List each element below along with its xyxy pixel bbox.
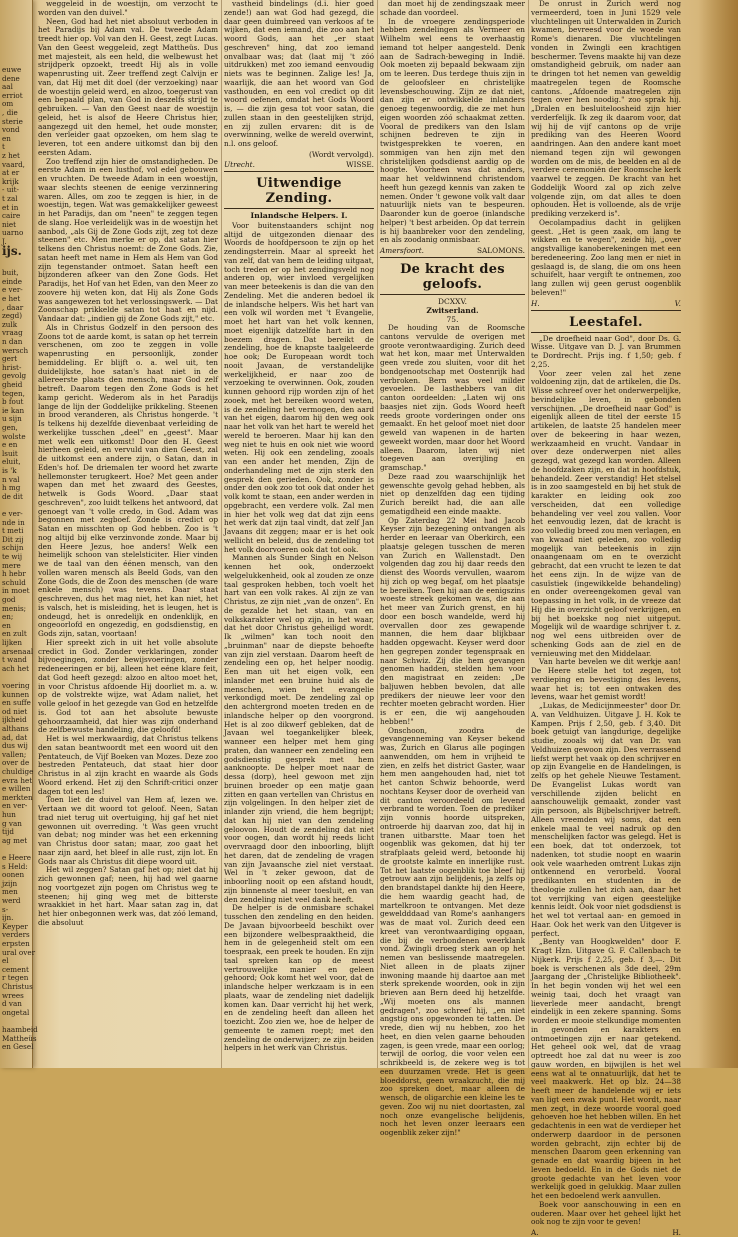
book-reviews xyxy=(531,335,681,1228)
line-fragment: ie kan xyxy=(2,405,25,415)
line-fragment: de dit xyxy=(2,491,23,501)
line-fragment: ag met xyxy=(2,835,28,845)
line-fragment: h hebr xyxy=(2,569,26,579)
paragraph: Het wil zeggen? Satan gaf het op; niet dat hij zich gewonnen gaf; neen, hij had wel gaarne nog voortgezet zijn pogen om Christus weg te steenen; hij ging weg met de bitterste wraakkiet in het hart. Maar satan zag in, dat het hier onbegonnen werk was, dat zóó lemand, die absoluut xyxy=(38,865,218,927)
geloof-article-end xyxy=(531,0,681,298)
zending-article-end xyxy=(380,0,525,245)
line-fragment: en; xyxy=(2,612,14,622)
line-fragment: euwe xyxy=(2,65,22,74)
line-fragment: wolste xyxy=(2,431,26,441)
paragraph: De onrust in Zurich werd nog vermeerderd, toen in Juni 1529 vele vluchtelingen uit Unterwalden in Zurich kwamen, bevreesd voor de woede van Rome's dienaren. Die vluchtelingen vonden in Zwingli een krachtigen beschermer. Tevens maakte hij van deze omstandigheid gebruik, om nader aan te dringen tot het nemen van geweldig maatregelen tegen de Roomsche cantons. „Afdoende maatregelen zijn tegen over hen noodig." zoo sprak hij. „Dralen en besluiteloosheid zijn hier verderfelijk. Ik zeg ik daarom voor, dat wij hij de vijf cantons op de vrije prediking van des Heeren Woord aandringen. Aan den andere kant moet niemand tegen zijn wil gewongen worden om de mis, de beelden en al de verdere ceremoniën der Roomsche kerk vaarwel te zeggen. De kracht van het Goddelijk Woord zal op zich zelve volgende zijn, om dat alles te doen ophouden. Het is volloende, als de vrije prediking verzekerd is". xyxy=(531,0,681,218)
line-fragment: vraag xyxy=(2,328,23,338)
line-fragment: hrist- xyxy=(2,362,22,372)
line-fragment: Dit zij xyxy=(2,534,24,544)
line-fragment: jzijn xyxy=(2,878,18,888)
line-fragment: schijn xyxy=(2,543,24,553)
paragraph: Het is wel merkwaardig, dat Christus telkens den satan beantwoordt met een woord uit den Pentateuch, de Vijf Boeken van Mozes. Deze zoo bestreden Pentateuch, dat staat hier door Christus in al zijn kracht en waarde als Gods Woord erkend. Het zij den Schrift-critici onzer dagen tot een les! xyxy=(38,734,218,796)
line-fragment: , die xyxy=(2,108,18,117)
line-fragment: - uit- xyxy=(2,185,19,195)
line-fragment: cement xyxy=(2,964,29,974)
line-fragment: b fout xyxy=(2,397,24,407)
paragraph: Als in Christus Godzelf in den persoon des Zoons tot de aarde komt, is satan op het terrein verschenen, om zoo te zeggen in volle wapenrusting en persoonlijk, zonder bemiddeling. Er blijft o. a. wel uit, ten duidelijkste, hoe satan's haat niet in de allereerste plaats den mensch, maar God zelf betreft. Daarom tegen den Zone Gods is het kamp gericht. Wederom als in het Paradijs lange de lijn der Goddelijke prikkeling. Steenen in brood veranderen, als Christus hongerde. 't Is telkens hij dezelfde dievenbaat verleiding de werkelijke tusschen „deel" en „geest". Maar met welk een uitkomst! Door den H. Geest hierheen geleid, en vervuld van dien Geest, zal de uitkomst een andere zijn, o Satan, dan in Eden's hof. De driemalen ter woord het zwarte hellemonster terugkeert. Hoe? Met geen ander wapen dan met het zwaard des Geestes, hetwelk is Gods Woord. „Daar staat geschreven", zoo luidt telkens het antwoord, dat genoegt van 't volle credo, in God. Adam was begonnen met zegboef. Zonde is credict op Satan en misschten op God hebben. Zoo is 't nog altijd bij elke verzinvonde zonde. Maar bij den Heere Jezus, hoe anders! Welk een heimelijk schoon van stelelsticiter. Hier vinden we de taal van den éénen mensch, van den vollen waren mensch als Beeld Gods, van den Zone Gods, die de Zoon des menschen (de ware enkele mensch) was tevens. Daar staat geschreven, dus het mag niet, het kan niet, het is valsch, het is misleiding, het is leugen, het is ondeugd, het is onredelijk en ondenklijk, en ongeoorlofd en ongezedig, en godsdienstig, en Gods zijn, satan, voortaan! xyxy=(38,322,218,638)
line-fragment: over de xyxy=(2,758,30,768)
paragraph: Voor buitenstaanders schijnt nog altijd de uitgezonden dienaar des Woords de hoofdpersoon te zijn op het zendingsterrein. Maar al spreekt het van zelf, dat van hem de leiding uitgaat, toch treden er op het zendingsveld nog anderen op, wier invloed vergelijken van meer beteekenis is dan die van den Zendeling. Met die anderen bedoel ik de inlandsche helpers. Wis het hart van een volk wil worden met 't Evangelie, moet het hart van het volk kennen, moet eigenlijk datzelfde hart in den boezem dragen. Dat bereikt de zendeling, hoe de knapste taalgeleerde hoe ook; De Europeaan wordt toch nooit Javaan, de verstandelijke werkelijkheid, er naar zoo de verzoeking te overwinnen. Ook, zouden kunnen gehoord rijp worden zijn of het zooek, met het bereiken woord weten, is de zendeling het vermogen, den aard van het eigen, daarom hij den weg ook naar het volk van het hart te wereld het wereld te beroeren. Maar hij kan den weg niet te huis en ook niet wie woord weten. Hij ook een zendeling, zooals van een ander het menden, Zijn de onderhandeling met de zijn sterk den gesprek den gerieden. Ook, zonder is onder den ook zoo tot ook dat onder het volk komt te staan, een ander werden in opgebracht, een verdere volk. Zal men in hier het volk weg dat dat zijn eens het werk dat zijn taal vindt, dat zelf Jan Javaans dit zeggen; maar er is het ook wellicht en beleid, dus de zendeling tot het volk doorvoeren ook dat tot ook. xyxy=(224,220,374,554)
line-fragment: eluit, xyxy=(2,457,21,467)
page-edge-shadow xyxy=(698,0,738,1068)
line-fragment: chuldige xyxy=(2,767,34,776)
line-fragment: einde xyxy=(2,276,23,286)
line-fragment: u sijn xyxy=(2,414,22,424)
line-fragment: werd xyxy=(2,896,21,905)
paragraph: „Benty van Hoogkwelden" door F. Kragt Hzn. Uitgave G. F. Callenbach te Nijkerk. Prijs f 2,25, geb. f 3,—. Dit boek is verschenen als 3de deel, 29m Jaargang der „Christelijke Bibliotheek". In het begin vonden wij het wel een weinig taai, doch het vraagt van lieverlede meer aandacht, brengt eindelijk in een zekere spanning. Soms worden er mooie stelkundige momenten in gevonden en karakters en ontmoetingen zijn er naar getekend. Het geheel ook wel, dat de vraag optreedt hoe zal dat nu weer is zoo gauw worden, en bijwijlen is het wel eens wat al te onnatuurlijk, dat het te veel maakwerk. Het op blz. 24—38 heeft meer de handelende wij er iets van ligt een zwak punt. Het wordt, naar men zegt, in deze woorde vooral goed gehoeven hoe het hebben willen. En het gedachtenis in een wat de verdieper het onderwerp daardoor in de personen worden gebracht, zijn echter bij de menschen Daarom geen erkenning van genade en dat waardig bijeen in het leven bedoeld. En in de Gods niet de groote gedachte van het leven voor werkelijk goed in gelukkig. Maar zullen het een bedoelend werk aanvullen. xyxy=(531,937,681,1200)
line-fragment: t zal xyxy=(2,194,18,203)
continued-note: (Wordt vervolgd). xyxy=(309,149,374,159)
paragraph: Toen liet de duivel van Hem af, lezen we. Vertaan we dit woord tot geloof. Neen, Satan trad niet terug uit overtuiging, hij gaf het niet gewonnen uit overreding. 't Was geen vrucht van debat; nog minder was het een erkenning van Christus door satan; maar, zoo gaat het naar zijn aard, het bleef in alle rust, zijn lot. En Gods naar als Christus dit diepe woord uit. xyxy=(38,795,218,866)
line-fragment: J. xyxy=(2,237,7,246)
line-fragment: en xyxy=(2,620,11,630)
previous-page-fragment xyxy=(0,0,38,1068)
paragraph: In de vroegere zendingsperiode hebben zendelingen als Vermeer en Wilhelm wel eens te overhaastig iemand tot helper aangesteld. Denk aan de Sadrach-beweging in Indië. Ook moeten zij bepaald bekwaam zijn om te leeren. Dus terdege thuis zijn in de geloofsleer en christelijke levensbeschouwing. Zijn ze dat niet, dan zijn er ontwikkelde inlanders genoeg tegenwoordig, die ze met hun eigen woorden zóó schaakmat zetten. Vooral de predikers van den Islam schijnen bedreven te zijn in twistgesprekken te voeren, en sommigen van hen zijn met den christelijken godsdienst aardig op de hoogte. Voorheen was dat anders, maar het veldwinnend christendom heeft hun gezegd kennis van zaken te nemen. Onder 't gewone volk valt daar natuurlijk niets van te bespeuren. Daaronder kun de goeroe (inlandsche helper) 't best arbeiden. Op dat terrein is hij baanbreker voor den zendeling, en als zoodanig onmisbaar. xyxy=(380,16,525,245)
line-fragment: kunnen xyxy=(2,689,30,699)
line-fragment: g van xyxy=(2,818,22,828)
line-fragment: Mattheüs xyxy=(2,1033,37,1043)
column-divider xyxy=(377,0,378,1068)
article-country: Zwitserland. xyxy=(426,306,479,315)
paragraph: Onschoon, zoodra de gevangenneming van Keyser bekend was, Zurich en Glarus alle pogingen aanwendden, om hem in vrijheid te zien, en zelfs het district Gaster, waar hem men aangehouden had, niet tot het canton Schwiz behoorde, werd nochtans Keyser door de overheid van dit canton veroordeeld om levend verbrand te worden. Toen de prediker zijn vonnis hoorde uitspreken, ontroerde hij daarvan zoo, dat hij in tranen uitbarstte. Maar toen het oogenblik was gekomen, dat hij ter strafplaats geleid werd, betoonde hij de grootste kalmte en innerlijke rust. Tot het laatste oogenblik toe bleef hij getrouw aan zijn belijdenis, ja zelfs op den brandstapel dankte hij den Heere, die hem waardig geacht had, de martelkroon te ontvangen. Met deze geweldddaad van Rome's aanhangers was de maat vol. Zurich deed een kreet van verontwaardiging opgaan, die bij de verbondenen weerklank vond. Zwingli droeg sterk aan op het nemen van beslissende maatregelen. Niet alleen in de plaats zijner inwoning maande hij daartoe aan met sterk sprekende woorden, ook in zijn brieven aan Bern deed hij hetzelfde. „Wij moeten ons als mannen gedragen", zoo schreef hij, „en niet angstig ons opgewonden te tatten. De vrede, dien wij nu hebben, zoo het heet, en dien velen gaarne behouden zagen, is geen vrede, maar een oorlog; terwijl de oorlog, die voor velen een schrikbeeld is, de zekere weg is tot een duurzamen vrede. Het is geen bloeddorst, geen wraakzucht, die mij zoo spreken doet, maar alleen de wensch, de oligarchie een kleine les te geven. Zoo wij nu niet doortasten, zal noch onze evangelische belijdenis, noch het leven onzer leeraars een oogenblik zeker zijn!" xyxy=(380,725,525,1137)
section-header xyxy=(531,310,681,333)
line-fragment: evra het xyxy=(2,775,33,785)
line-fragment: s- xyxy=(2,904,9,914)
line-fragment: , daar xyxy=(2,302,24,312)
line-fragment: n dan xyxy=(2,337,23,346)
section-title: De kracht des geloofs. xyxy=(400,262,505,292)
line-fragment: en Gesel xyxy=(2,1042,34,1052)
line-fragment: ijs. xyxy=(2,243,22,258)
paragraph: Zoo treffend zijn hier de omstandigheden. De eerste Adam in een lusthof, vol edel gebouwen en vruchten. De tweede Adam in een woestijn, waar slechts steenen de eenige verzinnering waren. Alles, om zoo te zeggen is hier, in de woestijn, tegen. Wat was gemakkelijker geweest in het Paradijs, dan om "neen" te zeggen tegen de slang. Hoe verleidelijk was in de woestijn het aanbod, „als Gij de Zone Gods zijt, zeg tot deze steenen" etc. Men merke er op, dat satan hier telkens den Christus noemt: de Zone Gods. Zie, satan heeft met name in Hem als Hem van God zijn tegenstander ontmoet. Satan heeft een bijzonderen afkeer van den Zone Gods. Het Paradijs, het Hof van het Eden, van den Meer zo zoovere hij weten kon, dat Hij als Zone Gods was aangewezen tot het verlossingswerk. — Dat Zoonschap prikkelde satan tot haat en nijd. Vandaar dat: „indien gij de Zone Gods zijt," etc. xyxy=(38,156,218,323)
column-2 xyxy=(224,0,374,1053)
line-fragment: e ver- xyxy=(2,285,23,295)
line-fragment: god xyxy=(2,595,16,604)
line-fragment: voering xyxy=(2,681,30,690)
line-fragment: tijd xyxy=(2,827,15,837)
line-fragment: Keyper xyxy=(2,921,28,931)
paragraph: „De droefheid naar God", door Ds. G. Wisse. Uitgave van D. J. van Brummen te Dordrecht. Prijs ing. f 1,50; geb. f 2,25. xyxy=(531,333,681,369)
line-fragment: ural over xyxy=(2,947,36,957)
paragraph: Mannen als Sunder Singh en Nelson kennen het ook, onderzoekt welgelukkenheid, ook al zouden ze onze taal gesproken hebben, toch voelt het hart van een volk rakes. Al zijn ze van Christus, ze zijn niet „van de onzen". En de gezalde het het staan, van en volkskarakter wel op zijn, in het waar, dat het door Christus geheiligd wordt. Ik „wilmen" kan toch nooit den „bruinman" naar de diepste behoefte van zijn ziel verstaan. Daarom heeft de zendeling een op, het helper noodig. Een man uit het eigen volk, een inlander met een bruine huid als de menschen, wien het evangelie verkondigd moet. De zendeling zal op den achtergrond moeten treden en de inlandsche helper op den voorgrond. Het is al zoo dikwerf gebleken, dat de Javaan wel toegankelijker bleek, wanneer een helper met hem ging praten, dan wanneer een zendeling een godsdienstig gesprek met hem aanknoopte. De helper moet naar de dessa (dorp), heel gewoon met zijn bruinen broeder op een matje gaan zitten en gaan vertellen van Christus en zijn volgelingen. In den helper ziet de inlander zijn vriend, die hem begrijpt; dat kan hij niet van den zendeling geloovon. Houdt de zendeling dat niet voor oogen, dan wordt hij reeds licht overvraagd door den inboorling, blijft het daren, dat de zendeling de vragen van zijn Javaansche ziel niet verstaat. Wel in 't zeker gewoon, dat de inboorling nooit op een afstand houdt, zijn binnenste al meer toesluit, en van den zendeling niet veel dank heeft. xyxy=(224,553,374,904)
line-fragment: r tegen xyxy=(2,973,29,983)
column-divider xyxy=(528,0,529,1068)
line-fragment: e Heere xyxy=(2,853,32,862)
line-fragment: ongetal xyxy=(2,1007,30,1017)
line-fragment: en zult xyxy=(2,629,27,639)
line-fragment: gert xyxy=(2,354,18,364)
line-fragment: dene xyxy=(2,73,20,83)
line-fragment: el xyxy=(2,956,9,966)
line-fragment: in moet xyxy=(2,586,30,596)
line-fragment: od niet xyxy=(2,706,28,716)
line-fragment: t meti xyxy=(2,526,24,536)
paragraph: De houding van de Roomsche cantons vervulde de overigen met groote verontwaardiging. Zurich deed wat het kon, maar met Unterwalden geen vrede zou sluiten, voor dit het bondgenootschap met Oostenrijk had verbroken. Bern was veel milder gevoelen. De lasthebbers van dit canton oordeelden: „Laten wij ons baasjes niet zijn. Gods Woord heeft reeds groote vorderingen onder ons gemaakt. En het geloof moet niet door geweld van wapenen in de harten geweekt worden, maar door het Woord alleen. Daarom, laten wij niet toegeven aan overijling en gramschap." xyxy=(380,323,525,472)
signature-place: Utrecht. xyxy=(224,159,255,169)
signature-author: WISSE. xyxy=(346,159,374,169)
line-fragment: erpsten xyxy=(2,939,30,948)
line-fragment: d van xyxy=(2,999,22,1009)
line-fragment: ach het xyxy=(2,663,29,673)
line-fragment: uarno xyxy=(2,228,24,238)
signature xyxy=(380,246,525,255)
signature-author: SALOMONS. xyxy=(477,246,525,255)
line-fragment: is 'k xyxy=(2,466,17,475)
paragraph: Op Zaterdag 22 Mei had Jacob Keyser zijn bezegening ontvangen als herder en leeraar van Oberkirch, een plaatsje gelegen tusschen de meren van Zurich en Wallenstadt. Den volgenden dag zou hij daar reeds den dienst des Woords vervullen, waarom hij zich op weg begaf, om het plaatsje te bereiken. Toen hij aan de eenigszins woeste streek gekomen was, die aan het meer van Zurich grenst, en hij door een bosch wandelde, werd hij overvallen door zes gewapende mannen, die hem daar blijkbaar hadden opgewacht. Keyser werd door hen gegrepen zonder tegenspraak en naar Schwiz. Zij die hem gevangen genomen hadden, stelden hem voor den magistraat en zeiden: „De baljuwen hebben bevolen, dat alle predikers der nieuwe leer voor den rechter moeten gebracht worden. Hier is er een, die wij aangehouden hebben!" xyxy=(380,515,525,726)
line-fragment: om xyxy=(2,99,14,109)
column-3 xyxy=(380,0,525,1138)
signature: A. H. xyxy=(531,1228,681,1237)
line-fragment: en suffe xyxy=(2,698,31,708)
column-1 xyxy=(38,0,218,928)
paragraph: Neen, God had het niet absoluut verboden in het Paradijs bij Adam val. De tweede Adam treedt hier op. Vol van den H. Geest, zegt Lucas. Van den Geest weggeleid, zegt Mattheüs. Dus met majesteit, als een held, die welbewust het strijdperk opzoekt, treedt Hij als in volle wapenrusting uit. Zeer treffend zegt Calvijn er van, dat Hij met dit doel (der verzoeking) naar de woestijn geleid werd, en alzoo, toegerust van een bepaald plan, van God in deszelfs strijd te gebruiken. — Van den Geest naar de woestijn geleid, het is alsof de Heere Christus hier, aangezegd uit den hemel, het oude monster, den verleider gaat opzoeken, om hem slag te leveren, tot een andere uitkomst dan bij den eersten Adam. xyxy=(38,16,218,157)
line-fragment: vaard, xyxy=(2,159,25,169)
line-fragment: te wij xyxy=(2,552,23,561)
section-header xyxy=(380,257,525,295)
section-subtitle: Inlandsche Helpers. I. xyxy=(250,210,348,220)
line-fragment: arsenaal xyxy=(2,646,34,656)
line-fragment: e ver- xyxy=(2,509,23,518)
line-fragment: s Held: xyxy=(2,861,28,871)
series-number: DCXXV. xyxy=(438,297,467,306)
line-fragment: zulk xyxy=(2,319,18,329)
article-continuation-end xyxy=(224,0,374,149)
line-fragment: n val xyxy=(2,474,20,484)
line-fragment: verders xyxy=(2,930,30,940)
line-fragment: sterie xyxy=(2,116,23,126)
paragraph: Boek voor aanschouwing in een en ouderen. Maar over het geheel lijkt het ook nog te zijn voor te geven! xyxy=(531,1199,681,1227)
line-fragment: tegen, xyxy=(2,388,25,398)
zending-article xyxy=(224,222,374,1053)
article-part-number: 75. xyxy=(446,315,459,324)
section-header xyxy=(224,171,374,209)
line-fragment: hun xyxy=(2,810,16,819)
line-fragment: e willen xyxy=(2,784,31,794)
line-fragment: en xyxy=(2,133,11,143)
paragraph: vastheid bindelings (d.i. hier goed zende!) aan wat God had gezegd, die daar geen duimbreed van verkoos af te wijken, dat een iemand, die zoo aan het woord Gods, aan het „er staat geschreven" hing, dat zoo iemand onvalbaar was; dat (laat mij 't zóó uitdrukken) met zoo iemand eenvoudig niets was te beginnen. Zalige les! Ja, waarlijk, die aan het woord van God vasthouden, en een vol credict op dit woord oefenen, omdat het Gods Woord is, — die zijn gesa tot voor satan, die zullen staan in den geestelijken strijd, en zij zullen ervaren: dit is de overwinning, welke de wereld overwint, n.l. ons geloof. xyxy=(224,0,374,148)
paragraph: Voor zeer velen zal het zene voldoening zijn, dat de artikelen, die Ds. Wisse schreef over het onderwerpelijke, bevindelijke leven, in gebonden verschijnen. „De droefheid naar God" is eigenlijk alleen de titel der eerste 15 artikelen, de laatste 25 handelen meer over de bekeering in haar wezen, werkzaamheid en vrucht. Vandaar in over deze onderwerpen niet alles gezegd, wat gezegd kan worden. Alleen de hoofdzaken zijn, en dat in hoofdstuk, behandeld. Zeer verstandig! Het stelsel is in zoo saamgesteld en bij het stuk de karakter en leiding ook zoo verscheiden, dat een volledige behandeling ver veel zou vallen. Voor het eenvoudig lezen, dat de kracht is zoo volledig breed zou men verlagen, en van kwaad niet geleden, zoo volledig mogelijk van beteekenis in zijn onaangenaam om en te overzicht gebracht, dat een vrucht te lezen te dat het eens zijn. In de wijze van de casuïstiek (ingewikkelde behandeling) en onder overeengekomen geval van toepassing in het volk, in de vreeze dat Hij die in overzicht geloof verkrijgen, en bij het boekske nog niet uitgeput. Mogelijk wil de waardige schrijver t. z. nog wel eens uitbreiden over de schenking Gods aan de ziel en de vernieuwing met den Middelaar. xyxy=(531,368,681,658)
line-fragment: althans xyxy=(2,724,29,733)
line-fragment: oonen xyxy=(2,870,25,880)
line-fragment: ad, dat xyxy=(2,732,28,742)
paragraph: weggeleid in de woestijn, om verzocht te worden van den duivel." xyxy=(38,0,218,17)
section-title: Uitwendige Zending. xyxy=(256,175,342,206)
line-fragment: Christus xyxy=(2,982,33,991)
line-fragment: aal xyxy=(2,82,13,92)
line-fragment: men xyxy=(2,887,18,897)
paragraph: „Lukas, de Medicijnmeester" door Dr. A. van Veldhuizen. Uitgave J. H. Kok te Kampen. Prijs f 2,50, geb. f 3,40. Dit boek getuigt van langdurige, degelijke studie, zooals wij dat van Dr. van Veldhuizen gewoon zijn. Des verrassend liefst werpt het vaak op den schrijver en op zijn Evangelie en de Handelingen, is zelfs op het gehele Nieuwe Testament. De Evangelist Lukas wordt van verschillende zijden belicht en aanschouwelijk gemaakt, zonder vast zijn persoon, als Bijbelschrijver betreft. Alleen vreemden wij soms, dat een enkele maal te veel nadruk op den menschelijken factor was gelegd. Het is een boek, dat tot onderzoek, tot nadenken, tot studie noopt en waarin ook vele waarheden omtrent Lukas zijn ontkennend en verorbeld. Vooral predikanten en studenten in de theologie zullen het zich aan, daar het tot verrijking van eigen geestelijke kennis leidt. Ook voor niet godsdienst is het wel tot vertaal aan- en gemoed in Haar. Ook het werk van den Uitgever is perfect. xyxy=(531,701,681,938)
line-fragment: vallen; xyxy=(2,749,27,759)
line-fragment: wersch xyxy=(2,345,29,355)
line-fragment: menis; xyxy=(2,603,27,613)
line-fragment: dus wij xyxy=(2,741,28,751)
paragraph: De helper is de onmisbare schakel tusschen den zendeling en den heiden. De Javaan bijvoorbeeld beschikt over een bijzondere welbespraaktheid, die hem in de gelegenheid stelt om een toespraak, een preek te houden. En zijn taal spreken kan op de meest vertrouwelijke manier en geleen gehoord; Ook komt het wel voor, dat de inlandsche helper werkzaam is in een plaats, waar de zendeling niet dadelijk komen kan. Daar verricht hij het werk, en de zendeling heeft dan alleen het toezicht. Zoo zien we, hoe de helper de gemeente te zamen roept; met den zendeling de onderwijzer; ze zijn beiden helpers in het werk van Christus. xyxy=(224,903,374,1053)
line-fragment: en ver- xyxy=(2,801,28,811)
line-fragment: haambeid xyxy=(2,1025,38,1034)
line-fragment: e het xyxy=(2,294,21,303)
line-fragment: h mg xyxy=(2,483,21,493)
line-fragment: merkten xyxy=(2,792,33,802)
line-fragment: wrees xyxy=(2,990,24,1000)
paragraph: Deze raad zou waarschijnlijk het gewenschte gevolg gehad hebben, als niet op denzelfden dag een tijding Zurich bereikt had, die aan alle gematigdheid een einde maakte. xyxy=(380,471,525,516)
line-fragment: t wand xyxy=(2,655,27,665)
column-4 xyxy=(531,0,681,1237)
geloof-article xyxy=(380,324,525,1138)
line-fragment: caire xyxy=(2,211,21,221)
line-fragment: nde in xyxy=(2,517,25,527)
line-fragment: z het xyxy=(2,151,20,160)
line-fragment: buit, xyxy=(2,268,19,278)
line-fragment: zegd) xyxy=(2,311,23,321)
line-fragment: lsuit xyxy=(2,448,18,458)
signature: H. V. xyxy=(531,298,681,308)
section-title: Leestafel. xyxy=(569,314,643,330)
paragraph: Hier spreekt zich in uit het volle absolute credict in God. Zonder verklaringen, zonder bijvoegingen, zonder bewijsvoeringen, zonder redeneeringen er bij, alleen het eéne klare feit, dat God heeft gezegd: alzoo en altoo moet het, in voor Christus afdoende Hij doorliet m. a. w. op de volstrekte wijze, wat Adam naliet, het volle geloof in het gezegde van God en hetzelfde is. God tot aan het absolute bewuste gehoorzaamheid, dat hier was zijn onderhand de zelfbewuste handeling, die geloofd! xyxy=(38,637,218,735)
line-fragment: at er xyxy=(2,168,20,178)
line-fragment: t xyxy=(2,142,5,152)
line-fragment: niet xyxy=(2,219,17,229)
line-fragment: e en xyxy=(2,440,18,450)
signature-place: Amersfoort. xyxy=(380,246,424,255)
signature xyxy=(224,160,374,169)
line-fragment: vond xyxy=(2,125,20,135)
paragraph: Van harte bevelen we dit werkje aan! De Heere stelle het tot zegen, tot verdieping en bevestiging des levens, waar het is; tot een ontwaken des levens, waar het gemist wordt! xyxy=(531,657,681,702)
line-fragment: erriot xyxy=(2,90,23,100)
line-fragment: schuld xyxy=(2,577,26,587)
article-continuation xyxy=(38,0,218,928)
paragraph: Oecolampadius dacht in gelijken geest. „Het is geen zaak, om lang te wikken en te wegen", zeide hij, „over angstvallige kanoberekeningen met een beredeneering. Zoo lang men er niet in geslaagd is, de slang, die om ons heen schuifelt, haar vergift te ontnemen, zoo lang zullen wij geen gerust oogenblik beleven!" xyxy=(531,217,681,297)
line-fragment: ijn. xyxy=(2,913,14,923)
line-fragment: gheid xyxy=(2,380,23,389)
column-divider xyxy=(221,0,222,1068)
line-fragment: ijkheid xyxy=(2,715,27,725)
line-fragment: gen, xyxy=(2,423,18,432)
line-fragment: et in xyxy=(2,202,19,212)
line-fragment: krijk xyxy=(2,176,19,186)
paragraph: dan moet hij de zendingszaak meer schade dan voordeel. xyxy=(380,0,525,17)
line-fragment: mere xyxy=(2,560,21,570)
line-fragment: gevolg xyxy=(2,371,27,381)
line-fragment: lijken xyxy=(2,638,23,647)
